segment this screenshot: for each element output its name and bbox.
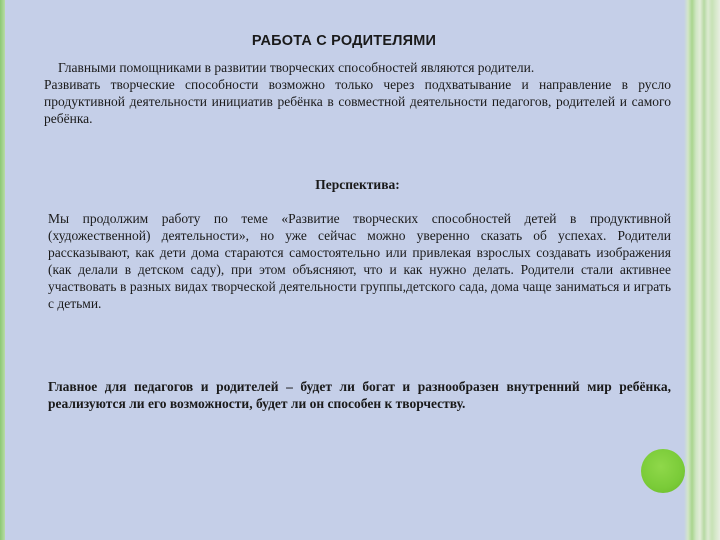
left-decorative-stripe	[0, 0, 5, 540]
perspective-paragraph	[44, 210, 671, 312]
right-decorative-band	[684, 0, 720, 540]
slide-title: РАБОТА С РОДИТЕЛЯМИ	[251, 33, 437, 49]
intro-first-line: Главными помощниками в развитии творческих способностей являются родители.	[58, 60, 535, 75]
green-circle-decoration	[641, 449, 685, 493]
conclusion-text: Главное для педагогов и родителей – будет ли богат и разнообразен внутренний мир ребёнка, реализуются ли его возможности, будет ли он способен к творчеству.	[48, 379, 671, 411]
conclusion-paragraph	[44, 378, 671, 412]
perspective-text: Мы продолжим работу по теме «Развитие творческих способностей детей в продуктивной (художественной) деятельности», но уже сейчас можно уверенно сказать об успехах. Родители рассказывают, как дети дома стараются самостоятельно или привлекая взрослых создавать изображения (как делали в детском саду), при этом объясняют, что и как нужно делать. Родители стали активнее участвовать в разных видах творческой деятельности группы,детского сада, дома чаще заниматься и играть с детьми.	[48, 211, 671, 311]
intro-paragraph	[44, 59, 671, 127]
intro-rest: Развивать творческие способности возможно только через подхватывание и направление в русло продуктивной деятельности инициатив ребёнка в совместной деятельности педагогов, родителей и самого ребёнка.	[44, 77, 671, 126]
perspective-heading: Перспектива:	[315, 177, 400, 192]
